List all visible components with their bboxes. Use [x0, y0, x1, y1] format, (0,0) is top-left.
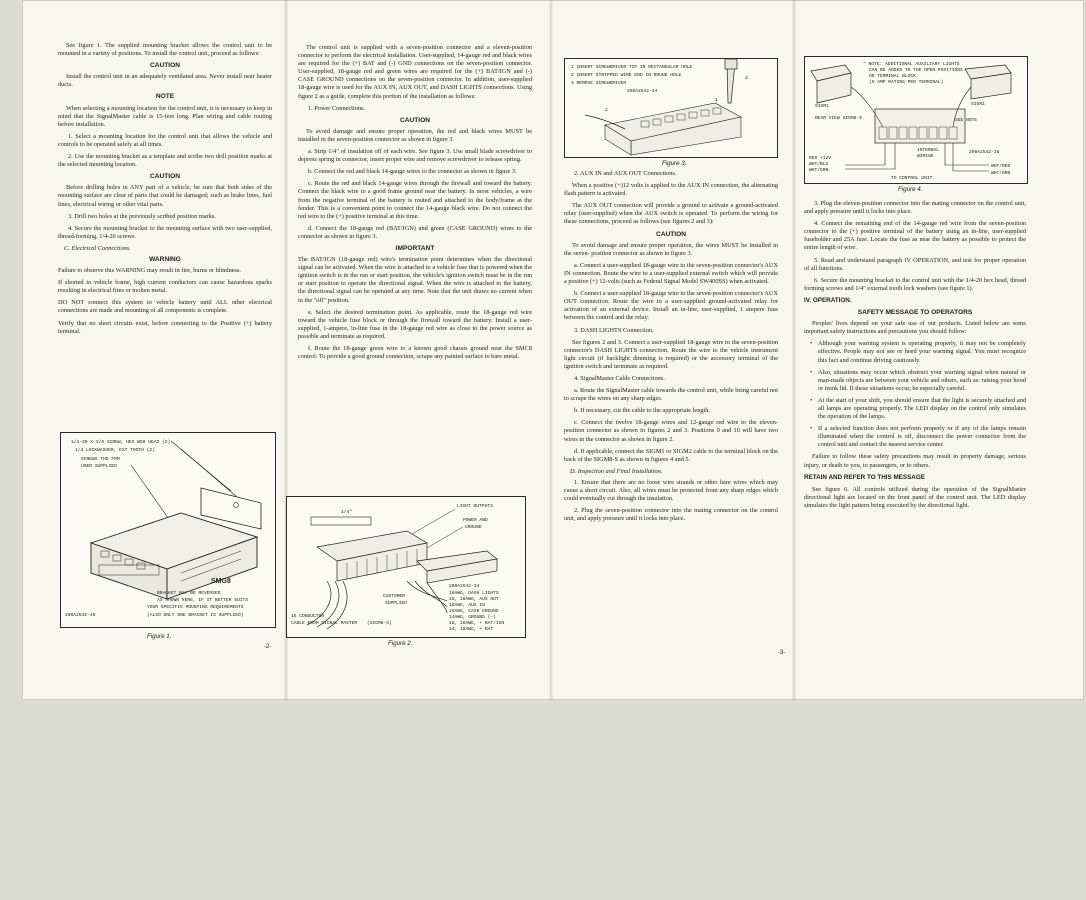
- safety-bullet: • If a selected function does not perform properly or if any of the lamps remain illuminated when the control is off, disconnect the power connector from the control unit and contact the nearest service center.: [818, 425, 1026, 449]
- safety-bullet: • Although your warning system is operating properly, it may not be completely effective. People may not see or heed your warning signal. You must recognize this fact and continue driving cautiously.: [818, 340, 1026, 364]
- fold-line: [549, 0, 553, 700]
- fig2-code: 290A2542-34: [449, 584, 480, 589]
- fig2-label: LIGHT OUTPUTS: [457, 504, 493, 509]
- fig4-label: WHT/BLU: [809, 162, 829, 167]
- retain-heading: RETAIN AND REFER TO THIS MESSAGE: [804, 473, 925, 481]
- figure-2: [286, 496, 526, 638]
- page-number: -3-: [778, 650, 786, 656]
- caution-text: To avoid damage and ensure proper operation, the red and black wires MUST be installed in the seven-position connector as shown in figure 3.: [298, 127, 532, 143]
- fold-line: [792, 0, 796, 700]
- figure-caption: Figure 2.: [388, 640, 413, 647]
- caution-heading: CAUTION: [149, 62, 181, 70]
- paragraph: See figure 1. The supplied mounting bracket allows the control unit to be mounted in a variety of positions. To install the control unit, proceed as follows:: [58, 42, 272, 58]
- step: 4. Connect the remaining end of the 14-gauge red wire from the seven-position connector to the (+) positive terminal of the battery using an in-line, user-supplied fuseholder and 25A fuse. Locate the fuse as near the battery as possible to protect the entire length of wire.: [804, 220, 1026, 252]
- fig1-label: YOUR SPECIFIC MOUNTING REQUIREMENTS: [147, 605, 244, 610]
- step: c. Connect the twelve 18-gauge wires and 12-gauge red wire to the eleven-position connector as shown in figures 2 and 3. Positions 9 and 10 will have two wires in the connector as shown in figure 2.: [564, 419, 778, 443]
- step: 1. Power Connections.: [308, 104, 366, 112]
- caution-heading: CAUTION: [399, 116, 431, 124]
- svg-text:1: 1: [715, 98, 718, 103]
- column-3: [564, 170, 778, 870]
- caution-text: To avoid damage and ensure proper operation, the wires MUST be installed in the seven- position connector as shown in figure 3.: [564, 241, 778, 257]
- paragraph: When a positive (+)12 volts is applied to the AUX IN connection, the alternating flash pattern is activated.: [564, 182, 778, 198]
- fig1-label: SMG8: [211, 578, 231, 585]
- step: a. Route the SignalMaster cable towards the control unit, while being careful not to scrape the wires on any sharp edges.: [564, 387, 778, 403]
- fig2-label: CUSTOMER: [383, 594, 406, 599]
- fig4-note: (5 AMP RATING PER TERMINAL): [869, 80, 944, 85]
- warning-text: Failure to observe this WARNING may result in fire, burns or blindness.: [58, 267, 241, 275]
- paragraph: See figures 2 and 3. Connect a user-supplied 18-gauge wire to the seven-position connector's DASH LIGHTS connection. Route the wire to the vehicle instrument light circuit (if backlight dimming is required) or the accessory terminal of the ignition switch and terminate as required.: [564, 338, 778, 370]
- step: 5. Read and understand paragraph IV OPERATION, and test for proper operation of all functions.: [804, 256, 1026, 272]
- paragraph: Failure to follow these safety precautions may result in property damage, serious injury, or death to you, to passengers, or to others.: [804, 453, 1026, 469]
- fig1-label: 1/4 LOCKWASHER, EXT TOOTH (2): [75, 448, 155, 453]
- fig2-label: 18, 18AWG, + BAT/IGN: [449, 621, 505, 626]
- svg-text:1/4": 1/4": [341, 510, 353, 515]
- fig4-code: 290A2542-38: [969, 150, 1000, 155]
- step: e. Select the desired termination point. As applicable, route the 18-gauge red wire toward the vehicle fuse block or through the firewall toward the battery. Install a user-supplied, 1-ampere, in-line fuse in the 18-gauge red wire as close to the power source as possible and terminate as required.: [298, 308, 532, 340]
- fig4-label: INTERNAL: [917, 148, 940, 153]
- fig2-label: 18, 18AWG, AUX OUT: [449, 597, 499, 602]
- paragraph: The control unit is supplied with a seven-position connector and a eleven-position connector to perform the electrical installation. User-supplied, 14-gauge red and black wires are required for the (+) BAT and (-) GND connections on the seven-position connector. User-supplied, 18-gauge red and green wires are required for the (+) BAT/IGN and (-) CASE GROUND connections on the seven-position connector. In addition, user-supplied 18-gauge wire is used for the AUX IN, AUX OUT, and DASH LIGHTS connections. Using figure 2 as a guide, complete this portion of the installation as follows:: [298, 44, 532, 100]
- step: 1. Select a mounting location for the control unit that allows the vehicle and controls to be operated safely at all times.: [58, 132, 272, 148]
- step: 4. SignalMaster Cable Connections.: [574, 374, 665, 382]
- fig1-label: USER SUPPLIED: [81, 464, 117, 469]
- step: 6. Secure the mounting bracket to the control unit with the 1/4-20 hex head, thread forming screws and 1/4" external tooth lock washers (see figure 1).: [804, 276, 1026, 292]
- instruction-sheet: [22, 0, 1084, 700]
- figure-1: [60, 432, 276, 628]
- figure-caption: Figure 1.: [147, 633, 172, 640]
- note-text: When selecting a mounting location for the control unit, it is necessary to keep in mind that the SignalMaster cable is 15-feet long. Plan wiring and cable routing before installation.: [58, 104, 272, 128]
- caution-text: Install the control unit in an adequately ventilated area. Never install near heater ducts.: [58, 73, 272, 89]
- step: b. Connect a user-supplied 18-gauge wire to the seven-position connector's AUX OUT connection. Route the wire to a user-supplied ground-activated relay for activation of an external device. Install an in-line, user-supplied, 1 ampere fuse between the control and the relay.: [564, 290, 778, 322]
- safety-bullet: • Also, situations may occur which obstruct your warning signal when natural or man-made objects are between your vehicle and others, such as: raising your hood or trunk lid. If these situations occur, be especially careful.: [818, 369, 1026, 393]
- fig4-note: CAN BE ADDED TO THE OPEN POSITIONS: [869, 68, 963, 73]
- fig4-label: WIRING: [917, 154, 934, 159]
- fig4-label: TO CONTROL UNIT: [891, 176, 933, 181]
- figure-caption: Figure 4.: [898, 186, 923, 193]
- important-heading: IMPORTANT: [395, 244, 435, 252]
- fig4-label: SIGM1: [815, 104, 829, 109]
- safety-heading: SAFETY MESSAGE TO OPERATORS: [857, 309, 973, 317]
- caution-heading: CAUTION: [149, 173, 181, 181]
- fig1-label: SCREWS THD FRM: [81, 457, 120, 462]
- step: d. Connect the 18-gauge red (BAT/IGN) and green (CASE GROUND) wires to the connector as shown in figure 3.: [298, 224, 532, 240]
- step: a. Strip 1/4" of insulation off of each wire. See figure 3. Use small blade screwdriver to depress spring in connector, insert proper wire and remove screwdriver to release spring.: [298, 148, 532, 164]
- column-4: [804, 200, 1026, 900]
- step: 2. AUX IN and AUX OUT Connections.: [574, 170, 677, 177]
- warning-text: If shorted to vehicle frame, high current conductors can cause hazardous sparks resulting in electrical fires or molten metal.: [58, 279, 272, 295]
- step: c. Route the red and black 14-gauge wires through the firewall and toward the battery. Connect the black wire to a good frame ground near the battery. In most vehicles, a wire from the negative terminal of the battery is routed and attached to the body/frame at the fender. This is a convenient point to connect the 14-gauge black wire. Do not connect the red wire to the (+) positive terminal at this time.: [298, 180, 532, 220]
- paragraph: Peoples' lives depend on your safe use of our products. Listed below are some important safety instructions and precautions you should follow:: [804, 320, 1026, 336]
- fig3-item: 3 REMOVE SCREWDRIVER: [571, 81, 627, 86]
- page-number: -2-: [264, 644, 272, 650]
- caution-heading: CAUTION: [655, 230, 687, 238]
- figure-4: [804, 56, 1028, 184]
- svg-text:3: 3: [745, 76, 748, 81]
- warning-heading: WARNING: [149, 255, 181, 263]
- fig2-label: GROUND: [465, 525, 482, 530]
- fig1-code: 290A2542-48: [65, 613, 96, 618]
- step: 4. Secure the mounting bracket to the mounting surface with two user-supplied, thread-forming, 1/4-20 screws.: [58, 224, 272, 240]
- fig4-label: WHT/GRN: [809, 168, 829, 173]
- fig4-label: SEE NOTE: [955, 118, 978, 123]
- step: 3. DASH LIGHTS Connection.: [574, 326, 654, 334]
- fig2-label: POWER AND: [463, 518, 488, 523]
- fig2-label: 14AWG, GROUND (-): [449, 615, 496, 620]
- figure-caption: Figure 3.: [662, 160, 687, 167]
- fig1-label: AS SHOWN HERE, IF IT BETTER SUITS: [157, 598, 248, 603]
- fig2-label: 14, 18AWG, + BAT: [449, 627, 494, 632]
- fig2-label: (SIGM8-S): [367, 621, 392, 626]
- section-heading: D. Inspection and Final Installation.: [570, 467, 663, 475]
- step: 3. Drill two holes at the previously scribed position marks.: [68, 212, 216, 220]
- column-2: [298, 44, 532, 744]
- fig2-label: 15 CONDUCTOR: [291, 614, 325, 619]
- step: 3. Plug the eleven-position connector into the mating connector on the control unit, and apply pressure until it locks into place.: [804, 200, 1026, 216]
- warning-text: DO NOT connect this system to vehicle battery until ALL other electrical connections are made and mounting of all components is complete.: [58, 299, 272, 315]
- fig1-label: (ALSO ONLY ONE BRACKET IS SUPPLIED): [147, 613, 244, 618]
- fig2-label: 18AWG, AUX IN: [449, 603, 485, 608]
- caution-text: Before drilling holes in ANY part of a vehicle, be sure that both sides of the mounting surface are clear of parts that could be damaged; such as brake lines, fuel lines, electrical wiring or other vital parts.: [58, 184, 272, 208]
- step: 2. Use the mounting bracket as a template and scribe two drill position marks at the selected mounting location.: [58, 153, 272, 169]
- fig3-code: 290A2542-44: [627, 89, 658, 94]
- fig4-label: WHT/RED: [991, 164, 1011, 169]
- fig2-label: 18AWG, CASE GROUND: [449, 609, 499, 614]
- step: b. If necessary, cut the cable to the appropriate length.: [574, 407, 710, 415]
- safety-bullet: • At the start of your shift, you should ensure that the light is securely attached and all lamps are operating properly. The LED display on the control only simulates the operation of the lamps.: [818, 397, 1026, 421]
- important-text: The BAT/IGN (18-gauge red) wire's termination point determines when the directional signal can be activated. When the wire is attached to a vehicle fuse that is powered when the ignition switch is in the run or start position, the vehicle's ignition switch must be in the run or start position to operate the directional signal. When the wire is attached to the battery, the directional signal can be operated at any time. Note that the unit draws no current when in the "off" position.: [298, 256, 532, 304]
- fig4-note: ON TERMINAL BLOCK: [869, 74, 916, 79]
- section-heading: C. Electrical Connections.: [64, 244, 131, 252]
- step: b. Connect the red and black 14-gauge wires to the connector as shown in figure 3.: [308, 168, 517, 176]
- paragraph: See figure 6. All controls utilized during the operation of the SignalMaster directional light are located on the front panel of the control unit. The LED display simulates the light pattern being executed by the directional light.: [804, 485, 1026, 509]
- paragraph: The AUX OUT connection will provide a ground to activate a ground-activated relay (user-supplied) when the AUX switch is operated. To perform the wiring for these connections, proceed as follows (see figures 2 and 3):: [564, 202, 778, 226]
- step: 1. Ensure that there are no loose wire strands or other bare wires which may cause a short circuit. Also, all wires must be protected from any sharp edges which could eventually cut through the insulation.: [564, 478, 778, 503]
- section-heading: IV. OPERATION.: [804, 296, 852, 304]
- step: f. Route the 18-gauge green wire to a known good chassis ground near the SMC8 control. To provide a good ground connection, scrape any painted surface to bare metal.: [298, 345, 532, 361]
- fig4-label: SIGM1: [971, 102, 985, 107]
- fig3-item: 2 INSERT STRIPPED WIRE END IN ROUND HOLE: [571, 73, 682, 78]
- fig2-label: CABLE FROM SIGNAL MASTER: [291, 621, 358, 626]
- fig4-label: REAR VIEW SIGM8-S: [815, 116, 862, 121]
- fig4-label: WHT/GRN: [991, 171, 1011, 176]
- fig4-label: RED +12V: [809, 156, 832, 161]
- step: 2. Plug the seven-position connector into the mating connector on the control unit, and apply pressure until it locks into place.: [564, 507, 778, 523]
- step: d. If applicable, connect the SIGM1 or SIGM2 cable to the terminal block on the back of the SIGM8-S as shown in figures 4 and 5.: [564, 447, 778, 463]
- fig4-note: * NOTE: ADDITIONAL AUXILIARY LIGHTS: [863, 62, 960, 67]
- fig1-label: 1/4-20 X 3/8 SCREW, HEX WSH HEAD (2): [71, 440, 171, 445]
- warning-text: Verify that no short circuits exist, before connecting to the Positive (+) battery terminal.: [58, 319, 272, 335]
- figure-3: [564, 58, 778, 158]
- note-heading: NOTE: [155, 93, 175, 101]
- fig2-label: 18AWG, DASH LIGHTS: [449, 591, 499, 596]
- fig1-label: BRACKET MAY BE REVERSED: [157, 591, 221, 596]
- fig2-label: SUPPLIED: [385, 601, 408, 606]
- step: a. Connect a user-supplied 18-gauge wire to the seven-position connector's AUX IN connection. Route the wire to a user-supplied external switch which will provide a positive (+) 12-volts (such as Federal Signal Model SW400SS) when activated.: [564, 261, 778, 286]
- svg-text:2: 2: [605, 108, 608, 113]
- fig3-item: 1 INSERT SCREWDRIVER TIP IN RECTANGULAR HOLE: [571, 65, 693, 70]
